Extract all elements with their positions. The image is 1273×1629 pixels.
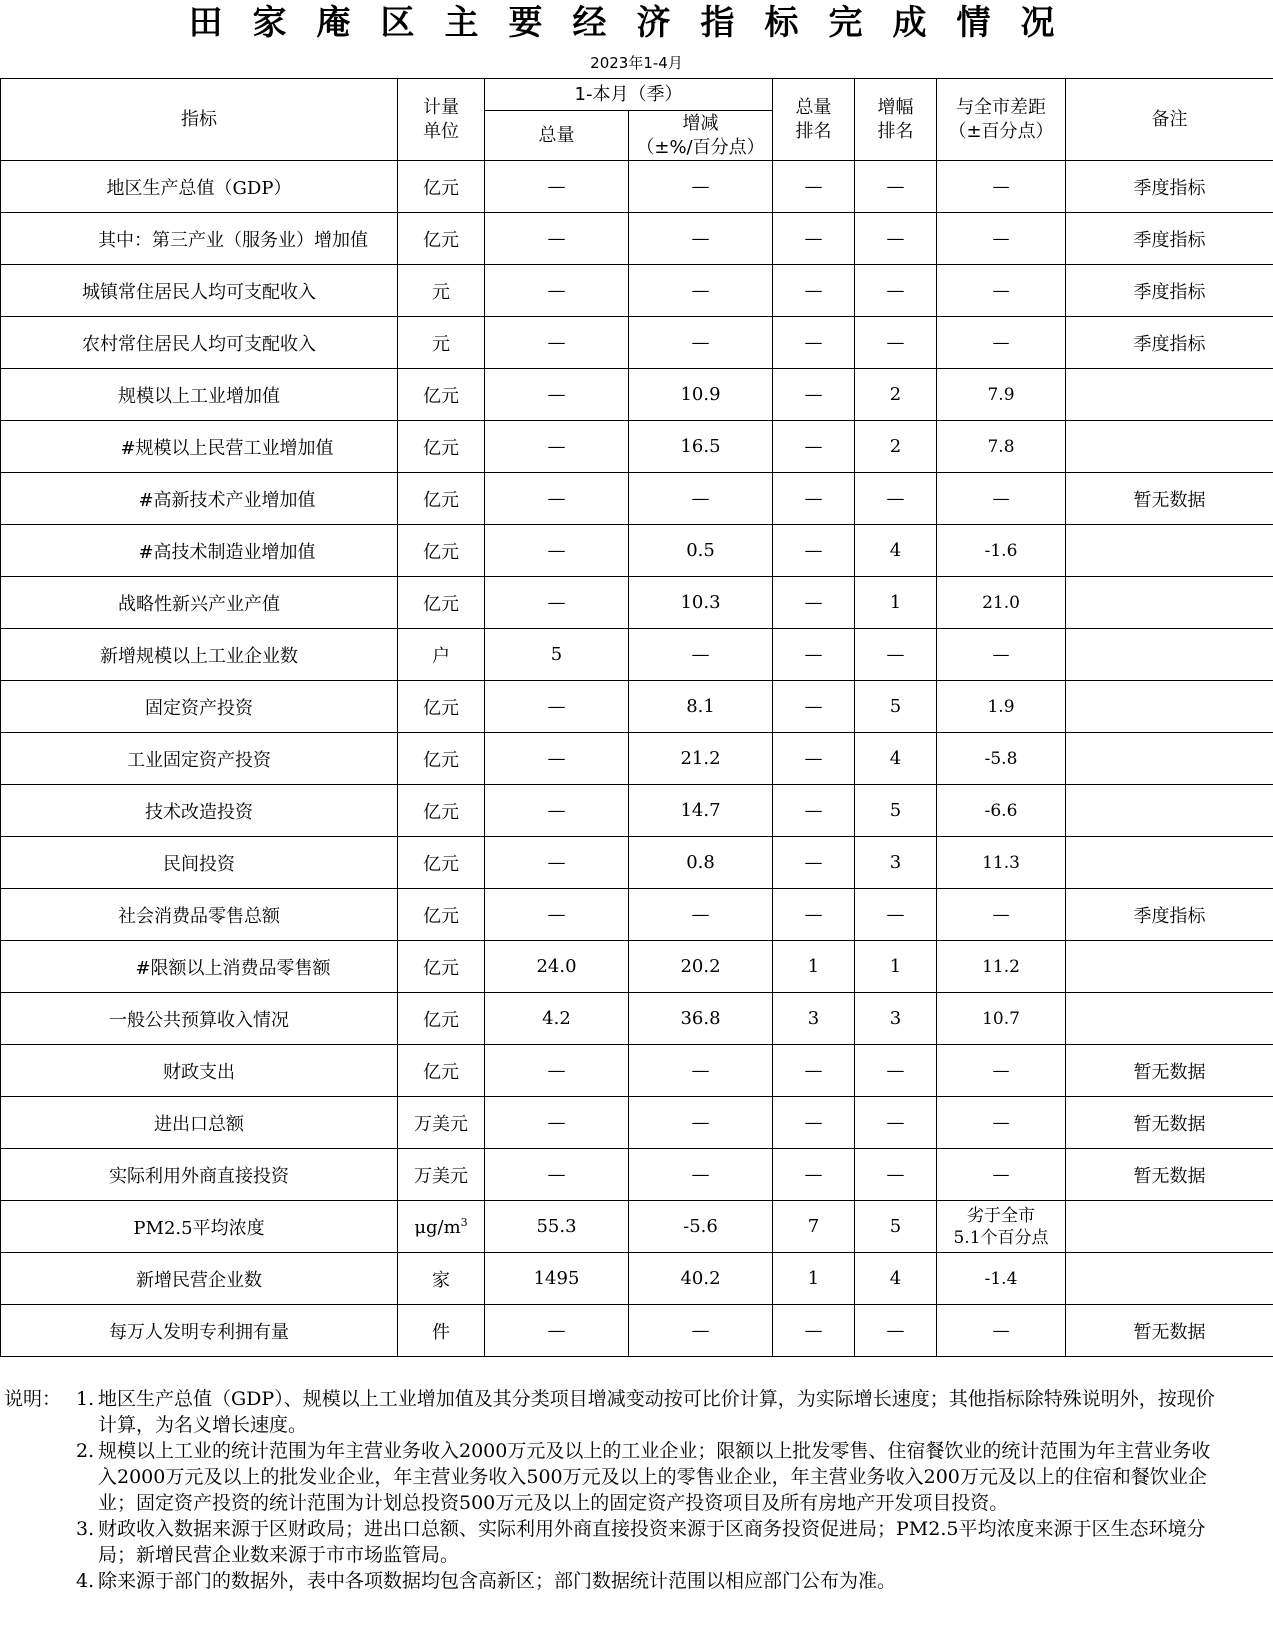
total-value: — [485,733,629,785]
city-gap-value [937,1097,1066,1149]
change-value: 20.2 [629,941,773,993]
change-value: 16.5 [629,421,773,473]
unit-text: 亿元 [423,1061,459,1083]
growth-rank-value: 4 [855,1253,937,1305]
total-rank-value: — [773,421,855,473]
city-gap-value [937,161,1066,213]
change-value: -5.6 [629,1201,773,1253]
total-rank-value: — [773,369,855,421]
total-value: — [485,1045,629,1097]
growth-rank-value: — [855,1305,937,1357]
table-row [1,629,1273,681]
change-value: 10.3 [629,577,773,629]
total-rank-value: 3 [773,993,855,1045]
change-value: — [629,1149,773,1201]
remark-value [1066,577,1273,629]
unit-cell [398,369,485,421]
city-gap-value [937,1045,1066,1097]
change-value: — [629,1305,773,1357]
city-gap-value [937,421,1066,473]
city-gap-text: 1.9 [987,696,1015,717]
unit-text: 亿元 [423,229,459,251]
total-rank-value: — [773,213,855,265]
remark-value: 季度指标 [1066,161,1273,213]
indicator-name: #高技术制造业增加值 [1,525,398,577]
header-unit: 计量 单位 [398,79,485,161]
growth-rank-value: — [855,1149,937,1201]
city-gap-value [937,993,1066,1045]
indicator-name: 工业固定资产投资 [1,733,398,785]
unit-cell [398,1305,485,1357]
unit-text: 亿元 [423,957,459,979]
city-gap-value [937,577,1066,629]
unit-text: 亿元 [423,853,459,875]
change-value: — [629,629,773,681]
growth-rank-value: 5 [855,681,937,733]
unit-text: 亿元 [423,749,459,771]
header-growth-rank: 增幅 排名 [855,79,937,161]
total-rank-value: 7 [773,1201,855,1253]
page-title: 田家庵区主要经济指标完成情况 [188,3,1085,43]
unit-text: 亿元 [423,801,459,823]
change-value: — [629,161,773,213]
remark-value: 季度指标 [1066,317,1273,369]
indicator-name: 实际利用外商直接投资 [1,1149,398,1201]
total-rank-value: — [773,265,855,317]
growth-rank-value: 3 [855,837,937,889]
total-rank-value: 1 [773,941,855,993]
city-gap-text: — [992,644,1010,665]
growth-rank-value: 3 [855,993,937,1045]
indicator-name: 新增民营企业数 [1,1253,398,1305]
total-value: — [485,421,629,473]
growth-rank-value: — [855,889,937,941]
indicator-name: 财政支出 [1,1045,398,1097]
total-rank-value: — [773,1305,855,1357]
change-value: 10.9 [629,369,773,421]
city-gap-text: — [992,904,1010,925]
unit-cell [398,1045,485,1097]
city-gap-value [937,941,1066,993]
unit-text: 亿元 [423,541,459,563]
note-item [76,1386,1226,1438]
total-value: — [485,369,629,421]
indicator-name: PM2.5平均浓度 [1,1201,398,1253]
city-gap-value [937,1305,1066,1357]
remark-value: 暂无数据 [1066,1305,1273,1357]
unit-text: μg/m [414,1216,461,1238]
remark-value [1066,369,1273,421]
note-number: 3. [76,1518,95,1540]
change-value: — [629,1045,773,1097]
note-number: 2. [76,1440,95,1462]
unit-text: 元 [432,333,450,355]
city-gap-value [937,1149,1066,1201]
change-value: — [629,889,773,941]
change-value: 8.1 [629,681,773,733]
remark-value: 季度指标 [1066,889,1273,941]
total-rank-value: — [773,785,855,837]
header-period: 1-本月（季） [485,79,773,111]
header-change: 增减 （±%/百分点） [629,111,773,161]
total-value: — [485,1097,629,1149]
indicator-name: #规模以上民营工业增加值 [1,421,398,473]
total-value: — [485,1305,629,1357]
total-value: — [485,681,629,733]
unit-cell [398,889,485,941]
note-number: 4. [76,1570,95,1592]
unit-cell [398,161,485,213]
city-gap-value [937,473,1066,525]
indicator-name: 地区生产总值（GDP） [1,161,398,213]
change-value: 36.8 [629,993,773,1045]
unit-cell [398,785,485,837]
unit-text: 亿元 [423,385,459,407]
unit-text: 万美元 [414,1165,468,1187]
total-value: 4.2 [485,993,629,1045]
indicator-name: 民间投资 [1,837,398,889]
city-gap-value [937,889,1066,941]
change-value: 0.8 [629,837,773,889]
city-gap-text: 10.7 [982,1008,1020,1029]
unit-cell [398,1149,485,1201]
remark-value [1066,785,1273,837]
remark-value [1066,681,1273,733]
note-text: 除来源于部门的数据外，表中各项数据均包含高新区；部门数据统计范围以相应部门公布为准。 [98,1570,897,1592]
city-gap-text: — [992,280,1010,301]
remark-value: 季度指标 [1066,265,1273,317]
growth-rank-value: 5 [855,1201,937,1253]
total-rank-value: — [773,473,855,525]
note-text: 规模以上工业的统计范围为年主营业务收入2000万元及以上的工业企业；限额以上批发零售、住宿餐饮业的统计范围为年主营业务收入2000万元及以上的批发业企业，年主营业务收入500万元及以上的零售业企业，年主营业务收入200万元及以上的住宿和餐饮业企业；固定资产投资的统计范围为计划总投资500万元及以上的固定资产投资项目及所有房地产开发项目投资。 [98,1440,1211,1514]
growth-rank-value: — [855,161,937,213]
city-gap-text: -6.6 [984,800,1018,821]
total-rank-value: — [773,733,855,785]
growth-rank-value: — [855,265,937,317]
remark-value [1066,1253,1273,1305]
remark-value: 暂无数据 [1066,1149,1273,1201]
growth-rank-value: — [855,1097,937,1149]
growth-rank-value: — [855,317,937,369]
change-value: — [629,213,773,265]
table-row [1,213,1273,265]
header-remark: 备注 [1066,79,1273,161]
unit-text: 亿元 [423,1009,459,1031]
city-gap-text: -5.8 [984,748,1018,769]
growth-rank-value: — [855,1045,937,1097]
total-value: — [485,1149,629,1201]
table-row [1,837,1273,889]
unit-text: 户 [432,645,450,667]
indicator-name: 一般公共预算收入情况 [1,993,398,1045]
remark-value: 季度指标 [1066,213,1273,265]
total-value: — [485,525,629,577]
total-value: — [485,889,629,941]
total-value: — [485,265,629,317]
note-text: 财政收入数据来源于区财政局；进出口总额、实际利用外商直接投资来源于区商务投资促进局；PM2.5平均浓度来源于区生态环境分局；新增民营企业数来源于市市场监管局。 [98,1518,1206,1566]
table-row [1,993,1273,1045]
city-gap-text: 21.0 [982,592,1020,613]
total-value: — [485,473,629,525]
change-value: — [629,317,773,369]
growth-rank-value: — [855,629,937,681]
header-total: 总量 [485,111,629,161]
city-gap-text: 11.3 [982,852,1020,873]
total-value: 5 [485,629,629,681]
unit-cell [398,1201,485,1253]
total-rank-value: 1 [773,1253,855,1305]
indicator-name: 新增规模以上工业企业数 [1,629,398,681]
city-gap-text: — [992,332,1010,353]
remark-value [1066,525,1273,577]
change-value: 40.2 [629,1253,773,1305]
city-gap-text: — [992,1112,1010,1133]
city-gap-text: -1.4 [984,1268,1018,1289]
total-rank-value: — [773,889,855,941]
indicator-name: 其中：第三产业（服务业）增加值 [1,213,398,265]
city-gap-text: — [992,176,1010,197]
city-gap-text: — [992,488,1010,509]
city-gap-text: 7.8 [987,436,1015,457]
table-row [1,265,1273,317]
table-row [1,785,1273,837]
header-indicator: 指标 [1,79,398,161]
city-gap-value [937,317,1066,369]
unit-text: 亿元 [423,697,459,719]
total-rank-value: — [773,1097,855,1149]
total-rank-value: — [773,577,855,629]
indicator-name: 城镇常住居民人均可支配收入 [1,265,398,317]
change-value: — [629,265,773,317]
city-gap-text: 11.2 [982,956,1020,977]
unit-cell [398,525,485,577]
indicator-name: 固定资产投资 [1,681,398,733]
growth-rank-value: 5 [855,785,937,837]
total-rank-value: — [773,1045,855,1097]
city-gap-text: 劣于全市 5.1个百分点 [953,1205,1049,1248]
notes-list [76,1386,1226,1594]
total-value: — [485,577,629,629]
note-item [76,1438,1226,1516]
city-gap-value [937,265,1066,317]
city-gap-text: — [992,1320,1010,1341]
table-row [1,317,1273,369]
total-value: 1495 [485,1253,629,1305]
total-rank-value: — [773,161,855,213]
city-gap-value [937,733,1066,785]
note-number: 1. [76,1388,95,1410]
city-gap-text: — [992,1164,1010,1185]
unit-text: 亿元 [423,489,459,511]
total-rank-value: — [773,629,855,681]
unit-cell [398,265,485,317]
total-rank-value: — [773,317,855,369]
unit-cell [398,837,485,889]
table-row [1,525,1273,577]
city-gap-value [937,525,1066,577]
remark-value: 暂无数据 [1066,473,1273,525]
remark-value [1066,421,1273,473]
table-row [1,1149,1273,1201]
change-value: 14.7 [629,785,773,837]
city-gap-value [937,1201,1066,1253]
unit-cell [398,421,485,473]
unit-cell [398,993,485,1045]
unit-cell [398,213,485,265]
unit-text: 元 [432,281,450,303]
city-gap-value [937,837,1066,889]
indicator-name: 进出口总额 [1,1097,398,1149]
total-value: 24.0 [485,941,629,993]
unit-text: 亿元 [423,437,459,459]
growth-rank-value: 4 [855,525,937,577]
table-row [1,1201,1273,1253]
change-value: 21.2 [629,733,773,785]
indicator-name: #限额以上消费品零售额 [1,941,398,993]
unit-cell [398,577,485,629]
header-total-rank: 总量 排名 [773,79,855,161]
table-row [1,941,1273,993]
unit-cell [398,317,485,369]
table-row [1,1253,1273,1305]
growth-rank-value: 2 [855,421,937,473]
change-value: 0.5 [629,525,773,577]
note-text: 地区生产总值（GDP）、规模以上工业增加值及其分类项目增减变动按可比价计算，为实际增长速度；其他指标除特殊说明外，按现价计算，为名义增长速度。 [98,1388,1215,1436]
total-value: — [485,213,629,265]
table-row [1,369,1273,421]
remark-value [1066,941,1273,993]
unit-cell [398,941,485,993]
unit-cell [398,1253,485,1305]
table-row [1,733,1273,785]
growth-rank-value: — [855,213,937,265]
indicator-name: 战略性新兴产业产值 [1,577,398,629]
change-value: — [629,1097,773,1149]
note-item [76,1568,1226,1594]
remark-value [1066,1201,1273,1253]
table-row [1,577,1273,629]
city-gap-text: 7.9 [987,384,1015,405]
total-value: — [485,837,629,889]
growth-rank-value: 1 [855,941,937,993]
city-gap-text: -1.6 [984,540,1018,561]
unit-cell [398,733,485,785]
unit-superscript: 3 [460,1215,468,1229]
indicator-name: 社会消费品零售总额 [1,889,398,941]
total-rank-value: — [773,1149,855,1201]
total-rank-value: — [773,525,855,577]
growth-rank-value: 1 [855,577,937,629]
indicator-name: 规模以上工业增加值 [1,369,398,421]
total-value: — [485,161,629,213]
indicator-name: 农村常住居民人均可支配收入 [1,317,398,369]
table-row [1,889,1273,941]
table-row [1,421,1273,473]
unit-text: 件 [432,1321,450,1343]
growth-rank-value: 4 [855,733,937,785]
unit-cell [398,681,485,733]
remark-value: 暂无数据 [1066,1045,1273,1097]
growth-rank-value: 2 [855,369,937,421]
note-item [76,1516,1226,1568]
unit-text: 万美元 [414,1113,468,1135]
total-value: — [485,785,629,837]
table-row [1,681,1273,733]
table-row [1,161,1273,213]
city-gap-value [937,369,1066,421]
remark-value [1066,629,1273,681]
city-gap-value [937,213,1066,265]
city-gap-value [937,1253,1066,1305]
city-gap-text: — [992,228,1010,249]
growth-rank-value: — [855,473,937,525]
header-city-gap: 与全市差距 （±百分点） [937,79,1066,161]
table-row [1,1305,1273,1357]
total-rank-value: — [773,837,855,889]
remark-value [1066,733,1273,785]
table-row [1,1045,1273,1097]
unit-text: 亿元 [423,905,459,927]
unit-cell [398,1097,485,1149]
notes-lead: 说明： [4,1388,62,1410]
change-value: — [629,473,773,525]
total-rank-value: — [773,681,855,733]
city-gap-value [937,629,1066,681]
table-row [1,473,1273,525]
remark-value [1066,993,1273,1045]
remark-value [1066,837,1273,889]
remark-value: 暂无数据 [1066,1097,1273,1149]
unit-text: 家 [432,1269,450,1291]
unit-cell [398,629,485,681]
period-subtitle: 2023年1-4月 [590,54,683,72]
total-value: — [485,317,629,369]
unit-cell [398,473,485,525]
indicators-table [0,78,1273,1357]
table-row [1,1097,1273,1149]
city-gap-value [937,681,1066,733]
unit-text: 亿元 [423,593,459,615]
city-gap-value [937,785,1066,837]
indicator-name: #高新技术产业增加值 [1,473,398,525]
total-value: 55.3 [485,1201,629,1253]
city-gap-text: — [992,1060,1010,1081]
indicator-name: 技术改造投资 [1,785,398,837]
unit-text: 亿元 [423,177,459,199]
indicator-name: 每万人发明专利拥有量 [1,1305,398,1357]
